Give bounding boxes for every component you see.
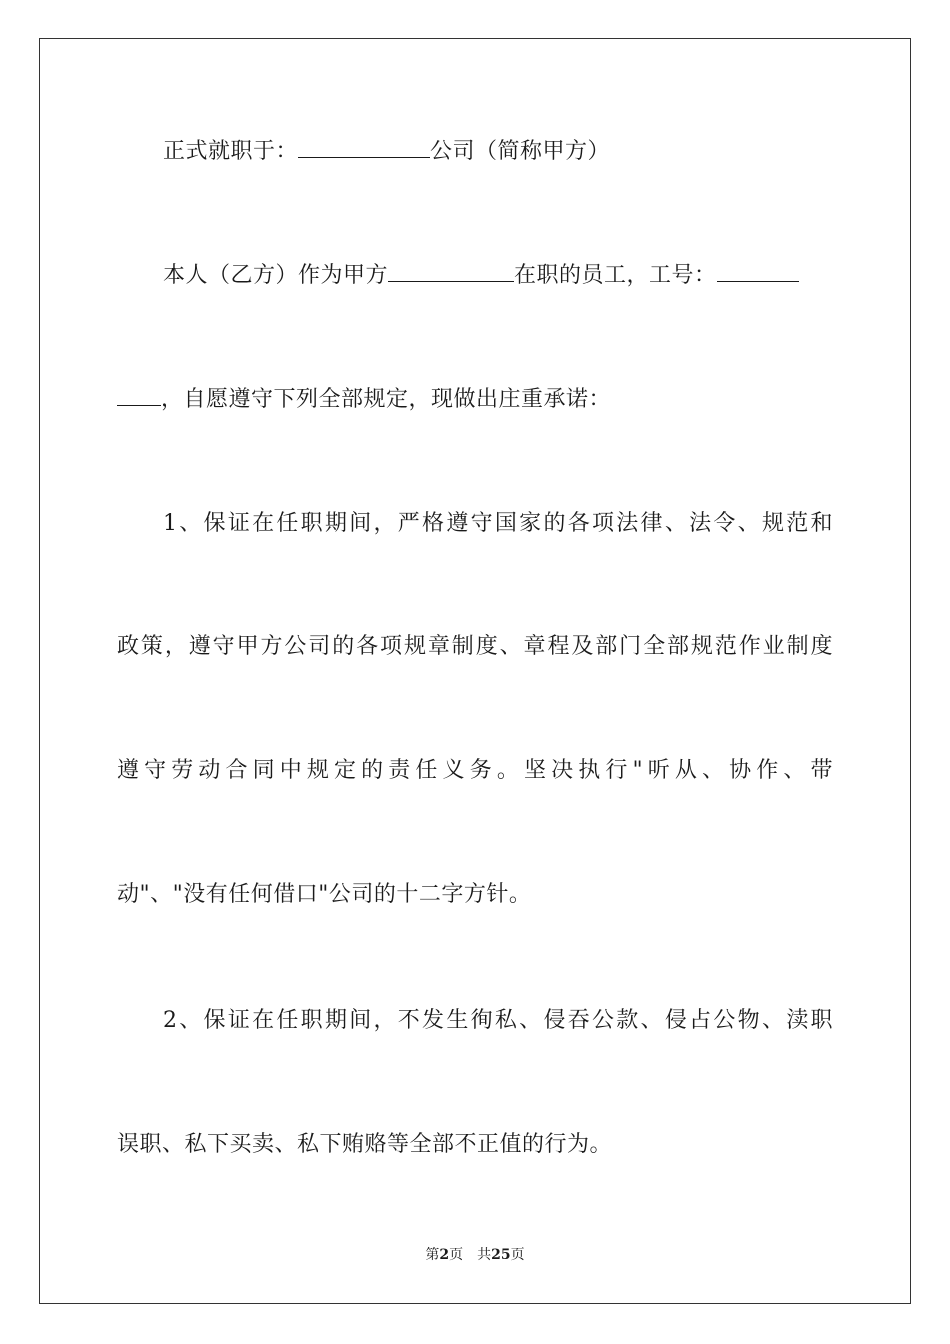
page-footer <box>0 1245 950 1265</box>
item1-line1: 1、保证在任职期间，严格遵守国家的各项法律、法令、规范和 <box>163 511 833 536</box>
page-suffix: 页 <box>510 1247 525 1263</box>
item1-line3: 遵守劳动合同中规定的责任义务。坚决执行"听从、协作、带 <box>117 758 833 783</box>
company-name-blank <box>298 135 430 158</box>
total-pages: 25 <box>491 1247 511 1263</box>
employee-id-label: 在职的员工，工号： <box>514 263 717 288</box>
employment-company-line <box>163 135 833 167</box>
page-frame <box>39 38 911 1304</box>
party-a-blank <box>388 259 514 282</box>
employment-label: 正式就职于： <box>163 139 299 164</box>
employee-id-blank-part1 <box>717 259 799 282</box>
company-abbrev-label: 公司（简称甲方） <box>430 139 611 164</box>
page-number: 2 <box>439 1247 450 1263</box>
employee-statement-prefix: 本人（乙方）作为甲方 <box>163 263 389 288</box>
page-mid: 页 共 <box>449 1247 492 1263</box>
employee-statement-line <box>163 259 833 291</box>
item1-line4: 动"、"没有任何借口"公司的十二字方针。 <box>117 882 532 907</box>
item2-line2: 误职、私下买卖、私下贿赂等全部不正值的行为。 <box>117 1132 613 1157</box>
page-prefix: 第 <box>425 1247 440 1263</box>
item1-line2: 政策，遵守甲方公司的各项规章制度、章程及部门全部规范作业制度 <box>117 634 833 659</box>
pledge-intro-line <box>117 383 833 415</box>
pledge-intro-text: ，自愿遵守下列全部规定，现做出庄重承诺： <box>161 387 612 412</box>
employee-id-blank-part2 <box>117 383 161 406</box>
item2-line1: 2、保证在任职期间，不发生徇私、侵吞公款、侵占公物、渎职 <box>163 1008 833 1033</box>
